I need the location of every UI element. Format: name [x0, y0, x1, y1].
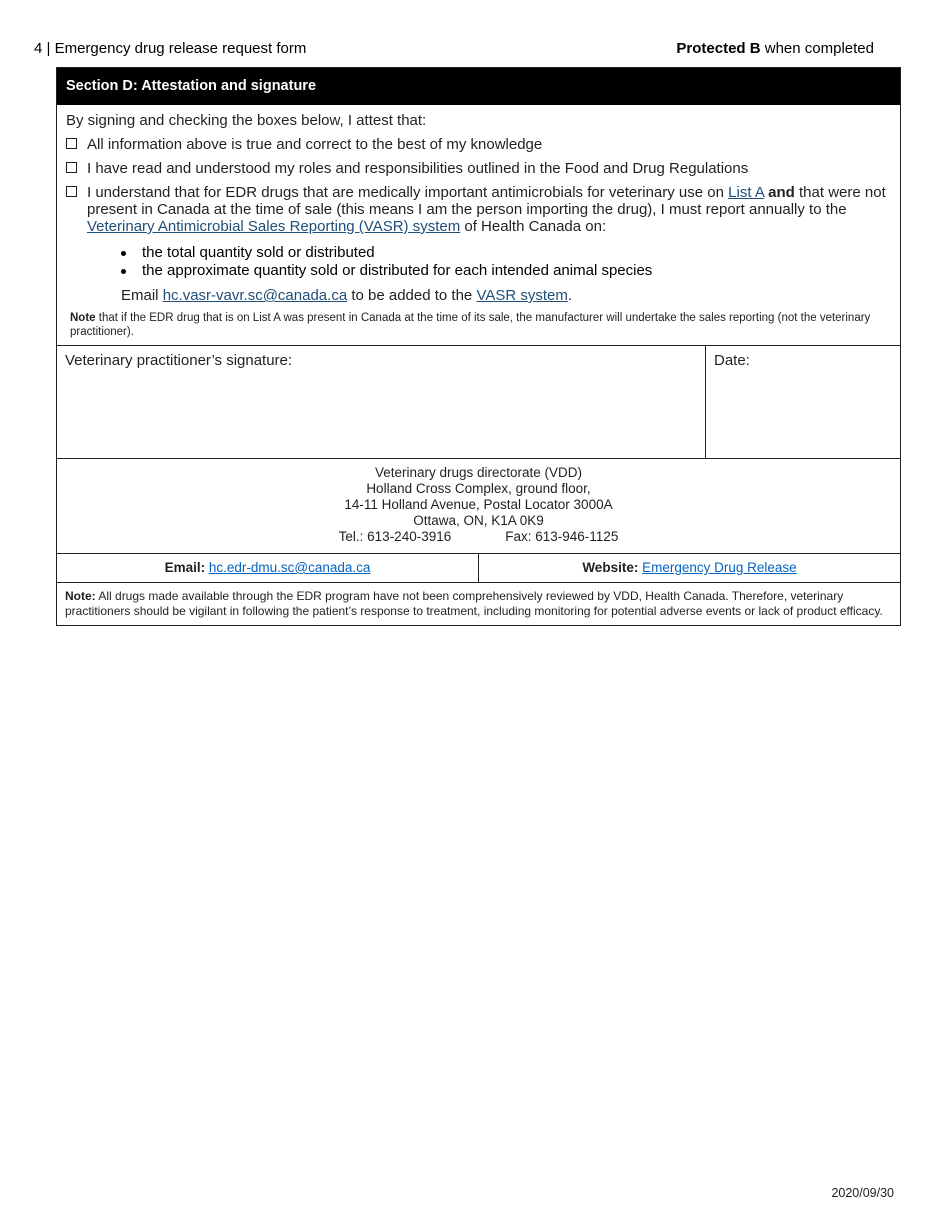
email-label: Email: — [164, 560, 206, 575]
attestation-text-2: I have read and understood my roles and responsibilities outlined in the Food and Drug Regulations — [87, 160, 749, 177]
date-label: Date: — [714, 352, 750, 369]
list-a-note — [70, 311, 891, 339]
attestation-checkbox-3[interactable] — [66, 186, 77, 197]
vasr-system-link[interactable]: Veterinary Antimicrobial Sales Reporting (VASR) system — [87, 218, 461, 235]
email-prefix: Email — [121, 287, 163, 304]
attestation-form — [56, 67, 901, 626]
address-line-1: Veterinary drugs directorate (VDD) — [374, 465, 583, 480]
telephone: Tel.: 613-240-3916 — [338, 529, 452, 544]
bottom-note-text: All drugs made available through the EDR program have not been comprehensively reviewed by VDD, Health Canada. Therefore, veterinary practitioners should be vigilant in following the patient’s response to treatment, including monitoring for potential adverse events or lack of product efficacy. — [65, 589, 883, 618]
attestation-checkbox-2[interactable] — [66, 162, 77, 173]
list-a-link[interactable]: List A — [728, 184, 764, 201]
website-label: Website: — [582, 560, 639, 575]
phone-fax-line — [57, 529, 900, 545]
note-text: that if the EDR drug that is on List A was present in Canada at the time of its sale, the manufacturer will undertake the sales reporting (not the veterinary practitioner). — [70, 312, 871, 338]
classification-rest: when completed — [760, 40, 874, 57]
bullet-icon — [121, 251, 126, 256]
attestation-text-3a: I understand that for EDR drugs that are medically important antimicrobials for veterinary use on — [87, 184, 729, 201]
contact-row — [57, 553, 900, 582]
date-field[interactable] — [706, 346, 900, 458]
section-title: Section D: Attestation and signature — [57, 68, 900, 105]
reporting-item-1: the total quantity sold or distributed — [142, 244, 375, 261]
address-line-4: Ottawa, ON, K1A 0K9 — [413, 513, 544, 528]
list-item — [66, 262, 891, 280]
edr-website-link[interactable]: Emergency Drug Release — [642, 560, 797, 575]
page-header — [34, 38, 874, 60]
email-instruction — [121, 287, 891, 305]
bullet-icon — [121, 269, 126, 274]
vasr-email-link[interactable]: hc.vasr-vavr.sc@canada.ca — [162, 287, 348, 304]
reporting-list — [66, 244, 891, 280]
attestation-checkbox-1[interactable] — [66, 138, 77, 149]
page-label: 4 | Emergency drug release request form — [34, 40, 307, 57]
attestation-intro: By signing and checking the boxes below, I attest that: — [66, 112, 427, 129]
fax: Fax: 613-946-1125 — [505, 529, 619, 544]
note-bold: Note — [70, 312, 96, 324]
address-line-2: Holland Cross Complex, ground floor, — [366, 481, 591, 496]
edr-email-link[interactable]: hc.edr-dmu.sc@canada.ca — [208, 560, 371, 575]
list-item — [66, 244, 891, 262]
vasr-system-short-link[interactable]: VASR system — [476, 287, 568, 304]
efficacy-note — [57, 582, 900, 625]
vdd-address — [57, 458, 900, 553]
email-cell — [57, 554, 479, 582]
attestation-text-3c: of Health Canada on: — [460, 218, 607, 235]
classification-label — [676, 40, 874, 57]
attestation-text-3b: that were not present in Canada at the time of sale (this means I am the person importing the drug), I must report annually to the — [87, 184, 886, 218]
bottom-note-bold: Note: — [65, 589, 96, 603]
email-middle: to be added to the — [347, 287, 477, 304]
attestation-block — [57, 105, 900, 345]
reporting-item-2: the approximate quantity sold or distributed for each intended animal species — [142, 262, 653, 279]
signature-label: Veterinary practitioner’s signature: — [65, 352, 293, 369]
website-cell — [479, 554, 900, 582]
address-line-3: 14-11 Holland Avenue, Postal Locator 3000A — [344, 497, 613, 512]
classification-bold: Protected B — [676, 40, 761, 57]
and-bold: and — [768, 184, 795, 201]
signature-row — [57, 345, 900, 458]
revision-date: 2020/09/30 — [831, 1186, 894, 1200]
attestation-item-3 — [66, 184, 891, 235]
signature-field[interactable] — [57, 346, 706, 458]
email-suffix: . — [567, 287, 573, 304]
attestation-item-1 — [66, 136, 891, 153]
attestation-item-2 — [66, 160, 891, 177]
attestation-text-1: All information above is true and correct to the best of my knowledge — [87, 136, 543, 153]
